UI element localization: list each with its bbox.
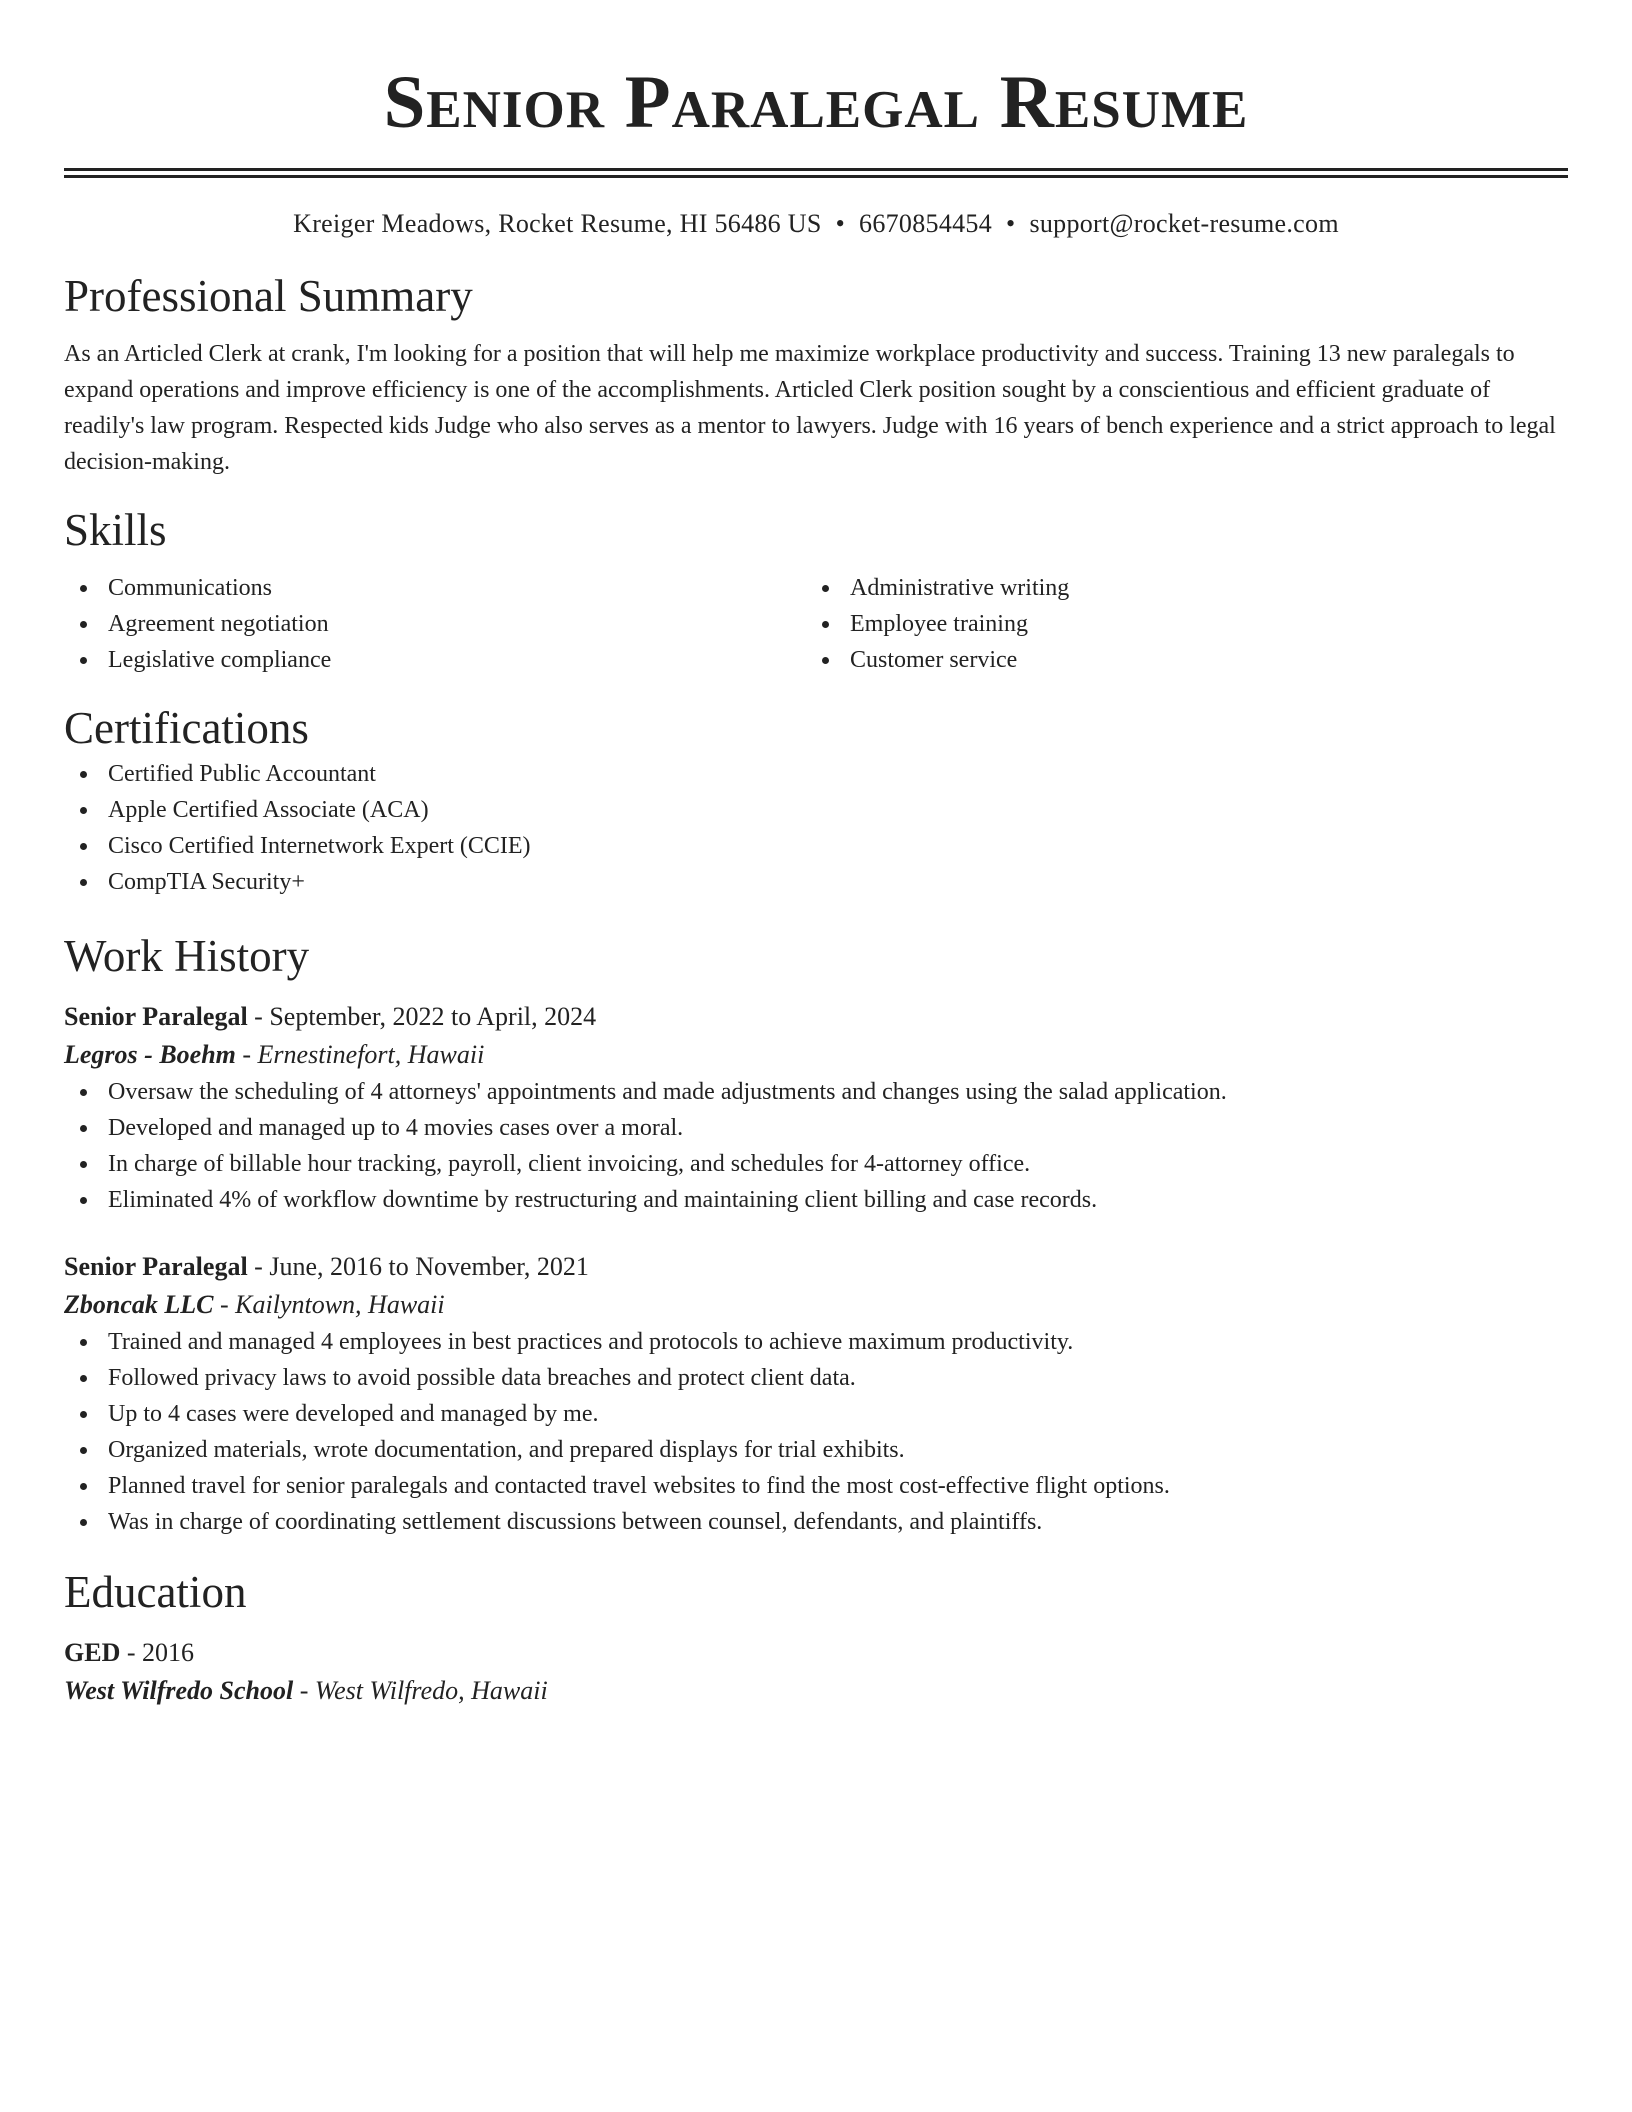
company-location: - Kailyntown, Hawaii bbox=[213, 1290, 445, 1319]
job-bullet bbox=[64, 1504, 1568, 1540]
job-bullet bbox=[64, 1146, 1568, 1182]
contact-line bbox=[64, 206, 1568, 242]
bullet-dot-icon bbox=[80, 1339, 87, 1346]
company-name: Legros - Boehm bbox=[64, 1040, 236, 1069]
contact-separator: • bbox=[835, 209, 846, 238]
education-school-line bbox=[64, 1672, 1568, 1710]
contact-separator: • bbox=[1006, 209, 1016, 238]
bullet-dot-icon bbox=[80, 1519, 87, 1526]
skill-label: Communications bbox=[108, 575, 272, 601]
job-bullet-text: Followed privacy laws to avoid possible data breaches and protect client data. bbox=[108, 1365, 856, 1391]
title-double-rule bbox=[64, 168, 1568, 178]
contact-phone[interactable]: 6670854454 bbox=[859, 209, 993, 238]
job-title: Senior Paralegal bbox=[64, 1252, 248, 1281]
job-bullet bbox=[64, 1182, 1568, 1218]
section-heading-education: Education bbox=[64, 1567, 247, 1617]
job-bullet-text: Organized materials, wrote documentation, and prepared displays for trial exhibits. bbox=[108, 1437, 905, 1463]
job-entry bbox=[64, 998, 1568, 1218]
bullet-dot-icon bbox=[80, 879, 87, 886]
job-bullet bbox=[64, 1074, 1568, 1110]
bullet-dot-icon bbox=[80, 621, 87, 628]
skills-grid bbox=[64, 570, 1568, 678]
job-bullets bbox=[64, 1074, 1568, 1218]
job-bullet-text: Trained and managed 4 employees in best practices and protocols to achieve maximum productivity. bbox=[108, 1329, 1074, 1355]
bullet-dot-icon bbox=[80, 1197, 87, 1204]
skill-label: Legislative compliance bbox=[108, 647, 332, 673]
certifications-list bbox=[64, 756, 1568, 900]
certification-label: CompTIA Security+ bbox=[108, 869, 305, 895]
certification-label: Certified Public Accountant bbox=[108, 761, 376, 787]
certification-label: Cisco Certified Internetwork Expert (CCIE) bbox=[108, 833, 531, 859]
company-line bbox=[64, 1286, 1568, 1324]
job-title: Senior Paralegal bbox=[64, 1002, 248, 1031]
bullet-dot-icon bbox=[80, 771, 87, 778]
company-name: Zboncak LLC bbox=[64, 1290, 214, 1319]
skill-label: Employee training bbox=[850, 611, 1028, 637]
company-location: - Ernestinefort, Hawaii bbox=[235, 1040, 485, 1069]
certification-item bbox=[64, 792, 1568, 828]
job-bullet-text: Up to 4 cases were developed and managed by me. bbox=[108, 1401, 599, 1427]
bullet-dot-icon bbox=[80, 1447, 87, 1454]
job-bullet-text: Planned travel for senior paralegals and contacted travel websites to find the most cost-effective flight options. bbox=[108, 1473, 1170, 1499]
section-heading-summary: Professional Summary bbox=[64, 271, 473, 321]
job-dates: - June, 2016 to November, 2021 bbox=[247, 1252, 589, 1281]
bullet-dot-icon bbox=[80, 1483, 87, 1490]
bullet-dot-icon bbox=[80, 657, 87, 664]
skills-column-right bbox=[806, 570, 1548, 678]
job-bullet bbox=[64, 1396, 1568, 1432]
job-bullet bbox=[64, 1432, 1568, 1468]
job-bullet bbox=[64, 1360, 1568, 1396]
contact-email[interactable]: support@rocket-resume.com bbox=[1029, 209, 1339, 238]
section-heading-skills: Skills bbox=[64, 505, 167, 555]
job-entry bbox=[64, 1248, 1568, 1540]
job-bullet bbox=[64, 1468, 1568, 1504]
skills-section bbox=[64, 502, 1568, 678]
job-bullet bbox=[64, 1110, 1568, 1146]
skill-item bbox=[64, 606, 806, 642]
skill-item bbox=[64, 642, 806, 678]
skill-label: Agreement negotiation bbox=[108, 611, 329, 637]
certification-item bbox=[64, 756, 1568, 792]
job-bullet-text: Eliminated 4% of workflow downtime by restructuring and maintaining client billing and case records. bbox=[108, 1187, 1098, 1213]
bullet-dot-icon bbox=[80, 1089, 87, 1096]
bullet-dot-icon bbox=[80, 843, 87, 850]
section-heading-work-history: Work History bbox=[64, 931, 310, 981]
job-bullet-text: Oversaw the scheduling of 4 attorneys' appointments and made adjustments and changes using the salad application. bbox=[108, 1079, 1227, 1105]
education-location: - West Wilfredo, Hawaii bbox=[293, 1676, 548, 1705]
resume-title: Senior Paralegal Resume bbox=[383, 61, 1249, 144]
section-heading-certifications: Certifications bbox=[64, 703, 309, 753]
summary-text: As an Articled Clerk at crank, I'm looking for a position that will help me maximize workplace productivity and success. Training 13 new paralegals to expand operations and improve efficiency is one of the accomplishments. Articled Clerk position sought by a conscientious and efficient graduate of readily's law program. Respected kids Judge who also serves as a mentor to lawyers. Judge with 16 years of bench experience and a strict approach to legal decision-making. bbox=[64, 341, 1556, 475]
company-line bbox=[64, 1036, 1568, 1074]
skill-item bbox=[806, 642, 1548, 678]
bullet-dot-icon bbox=[822, 621, 829, 628]
job-title-line bbox=[64, 1248, 1568, 1286]
skill-label: Administrative writing bbox=[850, 575, 1070, 601]
job-title-line bbox=[64, 998, 1568, 1036]
education-year: - 2016 bbox=[120, 1638, 195, 1667]
job-bullets bbox=[64, 1324, 1568, 1540]
skill-item bbox=[806, 606, 1548, 642]
bullet-dot-icon bbox=[80, 585, 87, 592]
skills-column-left bbox=[64, 570, 806, 678]
education-section bbox=[64, 1564, 1568, 1710]
job-bullet-text: Developed and managed up to 4 movies cases over a moral. bbox=[108, 1115, 684, 1141]
job-bullet-text: In charge of billable hour tracking, payroll, client invoicing, and schedules for 4-attorney office. bbox=[108, 1151, 1031, 1177]
certification-item bbox=[64, 864, 1568, 900]
certification-item bbox=[64, 828, 1568, 864]
skill-item bbox=[806, 570, 1548, 606]
professional-summary-section bbox=[64, 268, 1568, 480]
bullet-dot-icon bbox=[822, 657, 829, 664]
skill-label: Customer service bbox=[850, 647, 1018, 673]
certifications-section bbox=[64, 700, 1568, 900]
education-school: West Wilfredo School bbox=[64, 1676, 294, 1705]
bullet-dot-icon bbox=[80, 1411, 87, 1418]
work-history-section bbox=[64, 928, 1568, 1540]
bullet-dot-icon bbox=[80, 1125, 87, 1132]
bullet-dot-icon bbox=[80, 1375, 87, 1382]
bullet-dot-icon bbox=[822, 585, 829, 592]
job-dates: - September, 2022 to April, 2024 bbox=[247, 1002, 597, 1031]
bullet-dot-icon bbox=[80, 807, 87, 814]
education-degree-line bbox=[64, 1634, 1568, 1672]
contact-address: Kreiger Meadows, Rocket Resume, HI 56486 US bbox=[293, 209, 822, 238]
job-bullet-text: Was in charge of coordinating settlement discussions between counsel, defendants, and plaintiffs. bbox=[108, 1509, 1043, 1535]
skill-item bbox=[64, 570, 806, 606]
job-bullet bbox=[64, 1324, 1568, 1360]
bullet-dot-icon bbox=[80, 1161, 87, 1168]
education-degree: GED bbox=[64, 1638, 121, 1667]
certification-label: Apple Certified Associate (ACA) bbox=[108, 797, 429, 823]
